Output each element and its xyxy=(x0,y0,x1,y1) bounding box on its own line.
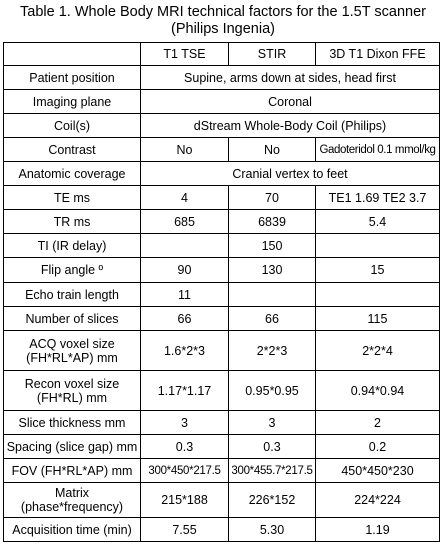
cell-stir: 70 xyxy=(229,186,316,210)
table-header-row xyxy=(4,43,440,66)
row-value-merged: Supine, arms down at sides, head first xyxy=(141,66,440,90)
table-row-matrix xyxy=(4,483,440,518)
row-label-line-2: (FH*RL*AP) mm xyxy=(26,350,118,365)
cell-3d-t1-dixon: 15 xyxy=(316,258,440,283)
table-row-flip-angle xyxy=(4,258,440,283)
cell-stir: 5.30 xyxy=(229,518,316,542)
table-row-ti xyxy=(4,234,440,258)
caption-line-1: Table 1. Whole Body MRI technical factors for the 1.5T scanner xyxy=(20,4,426,20)
caption-line-2: (Philips Ingenia) xyxy=(171,21,275,37)
cell-3d-t1-dixon: 5.4 xyxy=(316,210,440,234)
row-label: FOV (FH*RL*AP) mm xyxy=(4,459,141,483)
cell-stir: 226*152 xyxy=(229,483,316,518)
cell-stir xyxy=(229,283,316,307)
cell-3d-t1-dixon xyxy=(316,283,440,307)
mri-technical-factors-table xyxy=(3,42,440,542)
cell-stir: 0.95*0.95 xyxy=(229,371,316,411)
cell-t1-tse: 1.17*1.17 xyxy=(141,371,229,411)
row-label: Contrast xyxy=(4,138,141,162)
row-label xyxy=(4,331,141,371)
cell-t1-tse: 215*188 xyxy=(141,483,229,518)
table-row-imaging-plane xyxy=(4,90,440,114)
row-label-line-2: (FH*RL) mm xyxy=(36,390,108,405)
row-label-line-1: Recon voxel size xyxy=(24,376,120,391)
cell-t1-tse: 1.6*2*3 xyxy=(141,331,229,371)
table-row-te xyxy=(4,186,440,210)
table-row-acquisition-time xyxy=(4,518,440,542)
row-label: Anatomic coverage xyxy=(4,162,141,186)
row-label: Coil(s) xyxy=(4,114,141,138)
cell-stir: 150 xyxy=(229,234,316,258)
cell-t1-tse: 7.55 xyxy=(141,518,229,542)
table-row-coil xyxy=(4,114,440,138)
cell-t1-tse: 0.3 xyxy=(141,435,229,459)
row-label: Patient position xyxy=(4,66,141,90)
cell-stir: 2*2*3 xyxy=(229,331,316,371)
row-label: TE ms xyxy=(4,186,141,210)
row-label: Slice thickness mm xyxy=(4,411,141,435)
table-row-fov xyxy=(4,459,440,483)
table-row-slice-thickness xyxy=(4,411,440,435)
row-label: TI (IR delay) xyxy=(4,234,141,258)
cell-t1-tse: 300*450*217.5 xyxy=(141,459,229,483)
cell-3d-t1-dixon xyxy=(316,234,440,258)
cell-3d-t1-dixon: 0.94*0.94 xyxy=(316,371,440,411)
header-cell-empty xyxy=(4,43,141,66)
header-cell-3d-t1-dixon: 3D T1 Dixon FFE xyxy=(316,43,440,66)
cell-3d-t1-dixon: 0.2 xyxy=(316,435,440,459)
table-row-patient-position xyxy=(4,66,440,90)
row-label: Flip angle º xyxy=(4,258,141,283)
cell-3d-t1-dixon: TE1 1.69 TE2 3.7 xyxy=(316,186,440,210)
cell-stir: 300*455.7*217.5 xyxy=(229,459,316,483)
cell-stir: 3 xyxy=(229,411,316,435)
row-label: Acquisition time (min) xyxy=(4,518,141,542)
row-label: Echo train length xyxy=(4,283,141,307)
cell-3d-t1-dixon: Gadoteridol 0.1 mmol/kg xyxy=(316,138,440,162)
cell-3d-t1-dixon: 2 xyxy=(316,411,440,435)
table-row-recon-voxel-size xyxy=(4,371,440,411)
cell-3d-t1-dixon: 1.19 xyxy=(316,518,440,542)
table-row-tr xyxy=(4,210,440,234)
header-cell-stir: STIR xyxy=(229,43,316,66)
header-cell-t1-tse: T1 TSE xyxy=(141,43,229,66)
cell-3d-t1-dixon: 450*450*230 xyxy=(316,459,440,483)
table-row-contrast xyxy=(4,138,440,162)
cell-3d-t1-dixon: 115 xyxy=(316,307,440,331)
row-value-merged: Coronal xyxy=(141,90,440,114)
table-row-anatomic-coverage xyxy=(4,162,440,186)
cell-t1-tse: 3 xyxy=(141,411,229,435)
row-value-merged: Cranial vertex to feet xyxy=(141,162,440,186)
cell-3d-t1-dixon: 224*224 xyxy=(316,483,440,518)
row-label: TR ms xyxy=(4,210,141,234)
cell-3d-t1-dixon: 2*2*4 xyxy=(316,331,440,371)
table-row-spacing xyxy=(4,435,440,459)
cell-stir: 0.3 xyxy=(229,435,316,459)
cell-stir: 66 xyxy=(229,307,316,331)
cell-t1-tse: 11 xyxy=(141,283,229,307)
row-label-line-1: Matrix xyxy=(54,486,90,500)
cell-t1-tse: No xyxy=(141,138,229,162)
cell-stir: 6839 xyxy=(229,210,316,234)
cell-stir: 130 xyxy=(229,258,316,283)
row-label: Spacing (slice gap) mm xyxy=(4,435,141,459)
cell-t1-tse: 66 xyxy=(141,307,229,331)
cell-t1-tse: 90 xyxy=(141,258,229,283)
row-label xyxy=(4,371,141,411)
table-caption xyxy=(0,4,446,38)
cell-t1-tse: 4 xyxy=(141,186,229,210)
row-label: Number of slices xyxy=(4,307,141,331)
row-label-line-1: ACQ voxel size xyxy=(29,336,115,351)
row-label: Imaging plane xyxy=(4,90,141,114)
table-row-echo-train-length xyxy=(4,283,440,307)
row-label xyxy=(4,483,141,518)
row-label-line-2: (phase*frequency) xyxy=(20,500,124,514)
table-row-acq-voxel-size xyxy=(4,331,440,371)
cell-t1-tse xyxy=(141,234,229,258)
table-row-number-of-slices xyxy=(4,307,440,331)
row-value-merged: dStream Whole-Body Coil (Philips) xyxy=(141,114,440,138)
cell-stir: No xyxy=(229,138,316,162)
cell-t1-tse: 685 xyxy=(141,210,229,234)
